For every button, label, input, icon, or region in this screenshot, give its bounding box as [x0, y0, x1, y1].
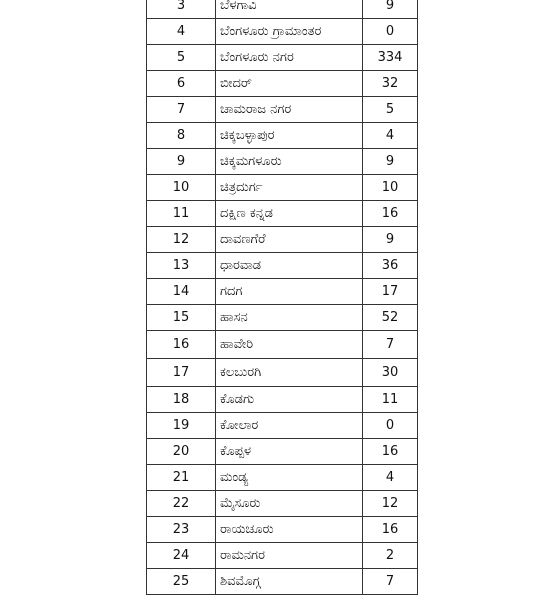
- table-row: [147, 279, 418, 305]
- table-row: [147, 491, 418, 517]
- district-name-cell: ಕೊಡಗು: [216, 387, 363, 413]
- district-name-cell: ಮಂಡ್ಯ: [216, 465, 363, 491]
- case-count-cell: 0: [363, 413, 418, 439]
- table-row: [147, 19, 418, 45]
- district-name-cell: ಕಲಬುರಗಿ: [216, 359, 363, 387]
- district-name-cell: ರಾಮನಗರ: [216, 543, 363, 569]
- district-name-cell: ಬೆಳಗಾವಿ: [216, 0, 363, 19]
- row-number-cell: 16: [147, 331, 216, 359]
- district-name-cell: ಚಿಕ್ಕಮಗಳೂರು: [216, 149, 363, 175]
- case-count-cell: 16: [363, 201, 418, 227]
- case-count-cell: 2: [363, 543, 418, 569]
- case-count-cell: 16: [363, 517, 418, 543]
- table-row: [147, 543, 418, 569]
- table-row: [147, 331, 418, 359]
- row-number-cell: 20: [147, 439, 216, 465]
- table-row: [147, 305, 418, 331]
- district-name-cell: ಬೆಂಗಳೂರು ಗ್ರಾಮಾಂತರ: [216, 19, 363, 45]
- table-row: [147, 149, 418, 175]
- table-row: [147, 201, 418, 227]
- row-number-cell: 4: [147, 19, 216, 45]
- case-count-cell: 9: [363, 227, 418, 253]
- district-name-cell: ಬೆಂಗಳೂರು ನಗರ: [216, 45, 363, 71]
- table-row: [147, 359, 418, 387]
- case-count-cell: 9: [363, 0, 418, 19]
- row-number-cell: 14: [147, 279, 216, 305]
- table-row: [147, 253, 418, 279]
- table-row: [147, 71, 418, 97]
- table-row: [147, 465, 418, 491]
- case-count-cell: 17: [363, 279, 418, 305]
- district-name-cell: ದಕ್ಷಿಣ ಕನ್ನಡ: [216, 201, 363, 227]
- case-count-cell: 9: [363, 149, 418, 175]
- case-count-cell: 4: [363, 465, 418, 491]
- district-name-cell: ಗದಗ: [216, 279, 363, 305]
- district-name-cell: ಬೀದರ್: [216, 71, 363, 97]
- district-name-cell: ಹಾವೇರಿ: [216, 331, 363, 359]
- row-number-cell: 3: [147, 0, 216, 19]
- table-row: [147, 517, 418, 543]
- row-number-cell: 12: [147, 227, 216, 253]
- case-count-cell: 52: [363, 305, 418, 331]
- table-row: [147, 45, 418, 71]
- case-count-cell: 30: [363, 359, 418, 387]
- district-table: [146, 0, 418, 595]
- district-name-cell: ಕೋಲಾರ: [216, 413, 363, 439]
- case-count-cell: 16: [363, 439, 418, 465]
- row-number-cell: 19: [147, 413, 216, 439]
- row-number-cell: 6: [147, 71, 216, 97]
- row-number-cell: 17: [147, 359, 216, 387]
- row-number-cell: 11: [147, 201, 216, 227]
- district-name-cell: ರಾಯಚೂರು: [216, 517, 363, 543]
- district-name-cell: ದಾವಣಗೆರೆ: [216, 227, 363, 253]
- table-row: [147, 175, 418, 201]
- district-name-cell: ಚಾಮರಾಜ ನಗರ: [216, 97, 363, 123]
- case-count-cell: 7: [363, 569, 418, 595]
- case-count-cell: 5: [363, 97, 418, 123]
- row-number-cell: 10: [147, 175, 216, 201]
- case-count-cell: 11: [363, 387, 418, 413]
- row-number-cell: 5: [147, 45, 216, 71]
- district-name-cell: ಚಿಕ್ಕಬಳ್ಳಾಪುರ: [216, 123, 363, 149]
- district-name-cell: ಚಿತ್ರದುರ್ಗ: [216, 175, 363, 201]
- row-number-cell: 22: [147, 491, 216, 517]
- case-count-cell: 7: [363, 331, 418, 359]
- row-number-cell: 24: [147, 543, 216, 569]
- case-count-cell: 32: [363, 71, 418, 97]
- district-name-cell: ಕೊಪ್ಪಳ: [216, 439, 363, 465]
- table-row: [147, 97, 418, 123]
- row-number-cell: 7: [147, 97, 216, 123]
- row-number-cell: 18: [147, 387, 216, 413]
- row-number-cell: 8: [147, 123, 216, 149]
- district-name-cell: ಶಿವಮೊಗ್ಗ: [216, 569, 363, 595]
- case-count-cell: 4: [363, 123, 418, 149]
- table-row: [147, 0, 418, 19]
- case-count-cell: 0: [363, 19, 418, 45]
- table-row: [147, 227, 418, 253]
- case-count-cell: 36: [363, 253, 418, 279]
- table-body: [147, 0, 418, 595]
- row-number-cell: 13: [147, 253, 216, 279]
- district-name-cell: ಹಾಸನ: [216, 305, 363, 331]
- case-count-cell: 334: [363, 45, 418, 71]
- case-count-cell: 10: [363, 175, 418, 201]
- table-row: [147, 413, 418, 439]
- row-number-cell: 9: [147, 149, 216, 175]
- table-row: [147, 123, 418, 149]
- row-number-cell: 21: [147, 465, 216, 491]
- district-name-cell: ಮೈಸೂರು: [216, 491, 363, 517]
- district-name-cell: ಧಾರವಾಡ: [216, 253, 363, 279]
- row-number-cell: 25: [147, 569, 216, 595]
- row-number-cell: 23: [147, 517, 216, 543]
- table-row: [147, 569, 418, 595]
- table-row: [147, 387, 418, 413]
- table-row: [147, 439, 418, 465]
- case-count-cell: 12: [363, 491, 418, 517]
- row-number-cell: 15: [147, 305, 216, 331]
